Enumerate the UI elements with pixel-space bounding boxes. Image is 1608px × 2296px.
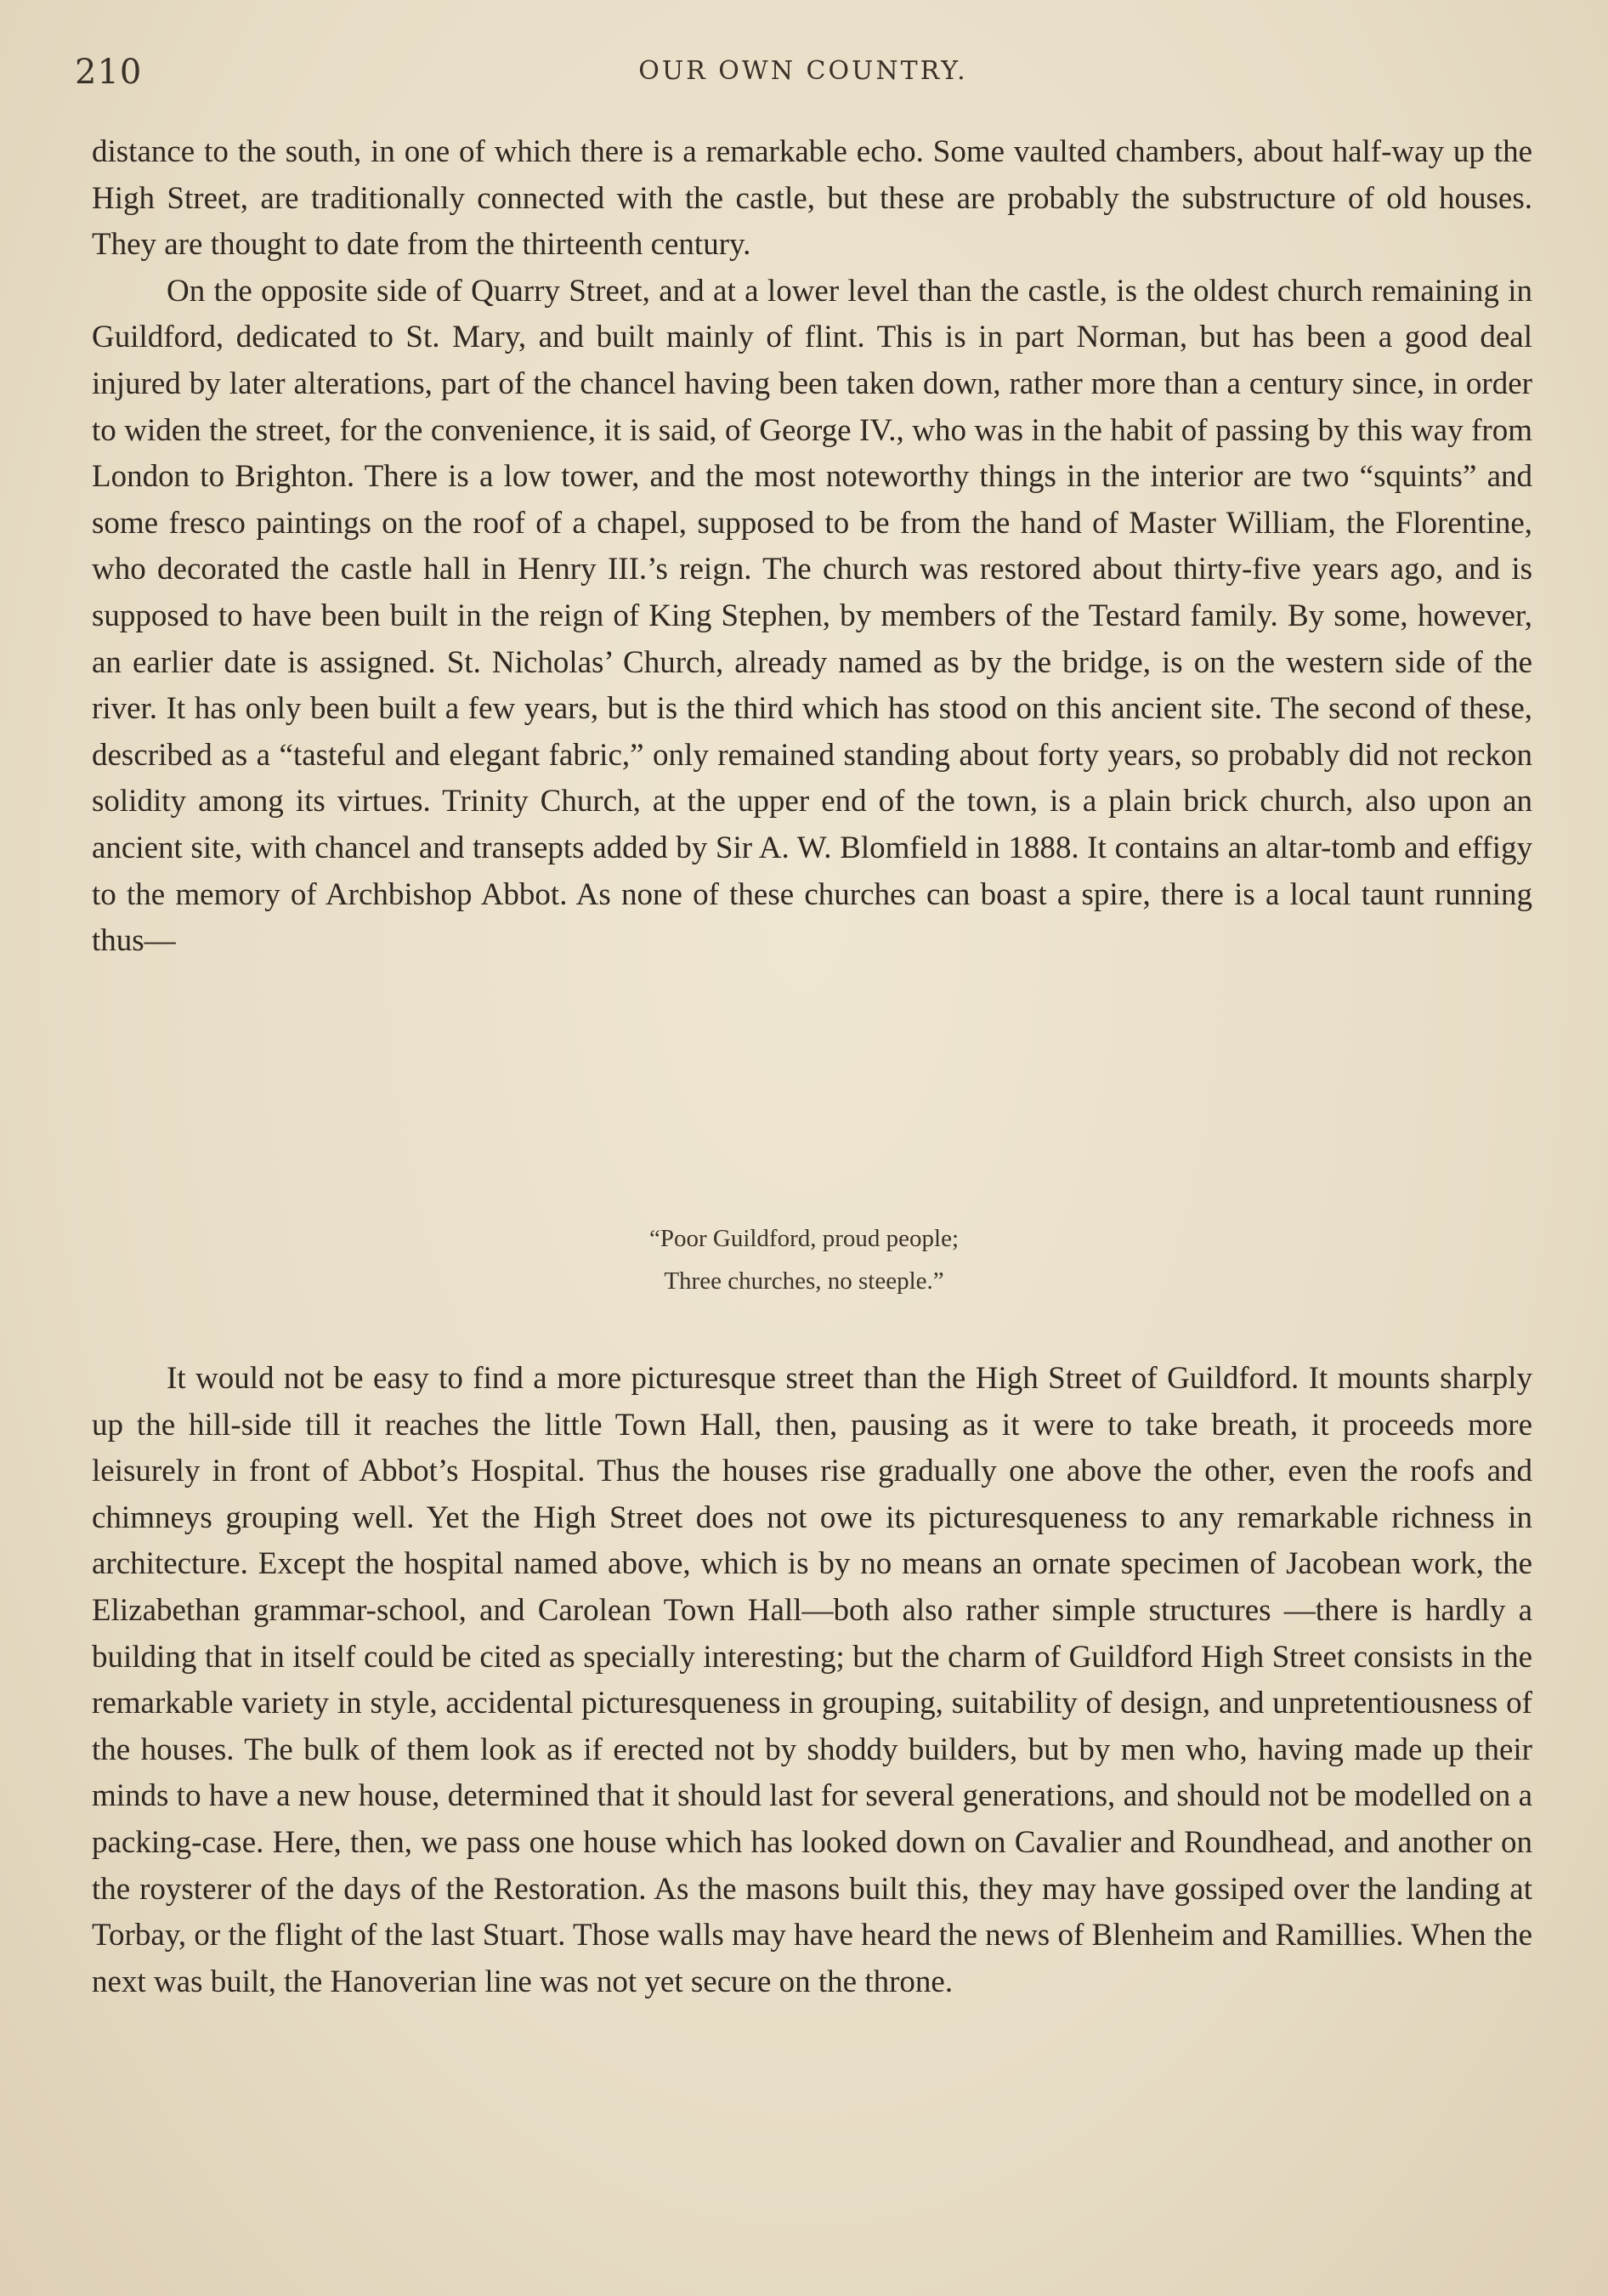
page-number: 210 xyxy=(75,53,143,92)
text-block-lower xyxy=(92,1356,1532,2005)
verse-line-1: “Poor Guildford, proud people; xyxy=(648,1225,960,1252)
paragraph-churches: On the opposite side of Quarry Street, and at a lower level than the castle, is the oldest church remaining in Guildford, dedicated to St. Mary, and built mainly of flint. This is in part Norman, but has been a good deal injured by later alterations, part of the chancel having been taken down, rather more than a century since, in order to widen the street, for the convenience, it is said, of George IV., who was in the habit of passing by this way from London to Brighton. There is a low tower, and the most noteworthy things in the interior are two “squints” and some fresco paintings on the roof of a chapel, supposed to be from the hand of Master William, the Florentine, who decorated the castle hall in Henry III.’s reign. The church was restored about thirty-five years ago, and is supposed to have been built in the reign of King Stephen, by members of the Testard family. By some, however, an earlier date is assigned. St. Nicholas’ Church, already named as by the bridge, is on the western side of the river. It has only been built a few years, but is the third which has stood on this ancient site. The second of these, described as a “tasteful and elegant fabric,” only remained standing about forty years, so probably did not reckon solidity among its virtues. Trinity Church, at the upper end of the town, is a plain brick church, also upon an ancient site, with chancel and transepts added by Sir A. W. Blomfield in 1888. It contains an altar-tomb and effigy to the memory of Archbishop Abbot. As none of these churches can boast a spire, there is a local taunt running thus— xyxy=(92,273,1532,959)
page-header xyxy=(75,49,1532,100)
text-block-upper xyxy=(92,129,1532,965)
paragraph-continued: distance to the south, in one of which there is a remarkable echo. Some vaulted chambers, about half-way up the High Street, are traditionally connected with the castle, but these are probably the substructure of old houses. They are thought to date from the thirteenth century. xyxy=(92,134,1532,263)
verse-quotation xyxy=(0,1217,1608,1302)
running-title: OUR OWN COUNTRY. xyxy=(638,56,968,86)
paragraph-high-street: It would not be easy to find a more picturesque street than the High Street of Guildford. It mounts sharply up the hill-side till it reaches the little Town Hall, then, pausing as it were to take breath, it proceeds more leisurely in front of Abbot’s Hospital. Thus the houses rise gradually one above the other, even the roofs and chimneys grouping well. Yet the High Street does not owe its picturesqueness to any remarkable richness in architecture. Except the hospital named above, which is by no means an ornate specimen of Jacobean work, the Elizabethan grammar-school, and Carolean Town Hall—both also rather simple structures —there is hardly a building that in itself could be cited as specially interesting; but the charm of Guildford High Street consists in the remarkable variety in style, accidental picturesqueness in grouping, suitability of design, and unpretentiousness of the houses. The bulk of them look as if erected not by shoddy builders, but by men who, having made up their minds to have a new house, determined that it should last for several generations, and should not be modelled on a packing-case. Here, then, we pass one house which has looked down on Cavalier and Roundhead, and another on the roysterer of the days of the Restoration. As the masons built this, they may have gossiped over the landing at Torbay, or the flight of the last Stuart. Those walls may have heard the news of Blenheim and Ramillies. When the next was built, the Hanoverian line was not yet secure on the throne. xyxy=(92,1361,1532,1999)
verse-line-2: Three churches, no steeple.” xyxy=(664,1267,944,1295)
